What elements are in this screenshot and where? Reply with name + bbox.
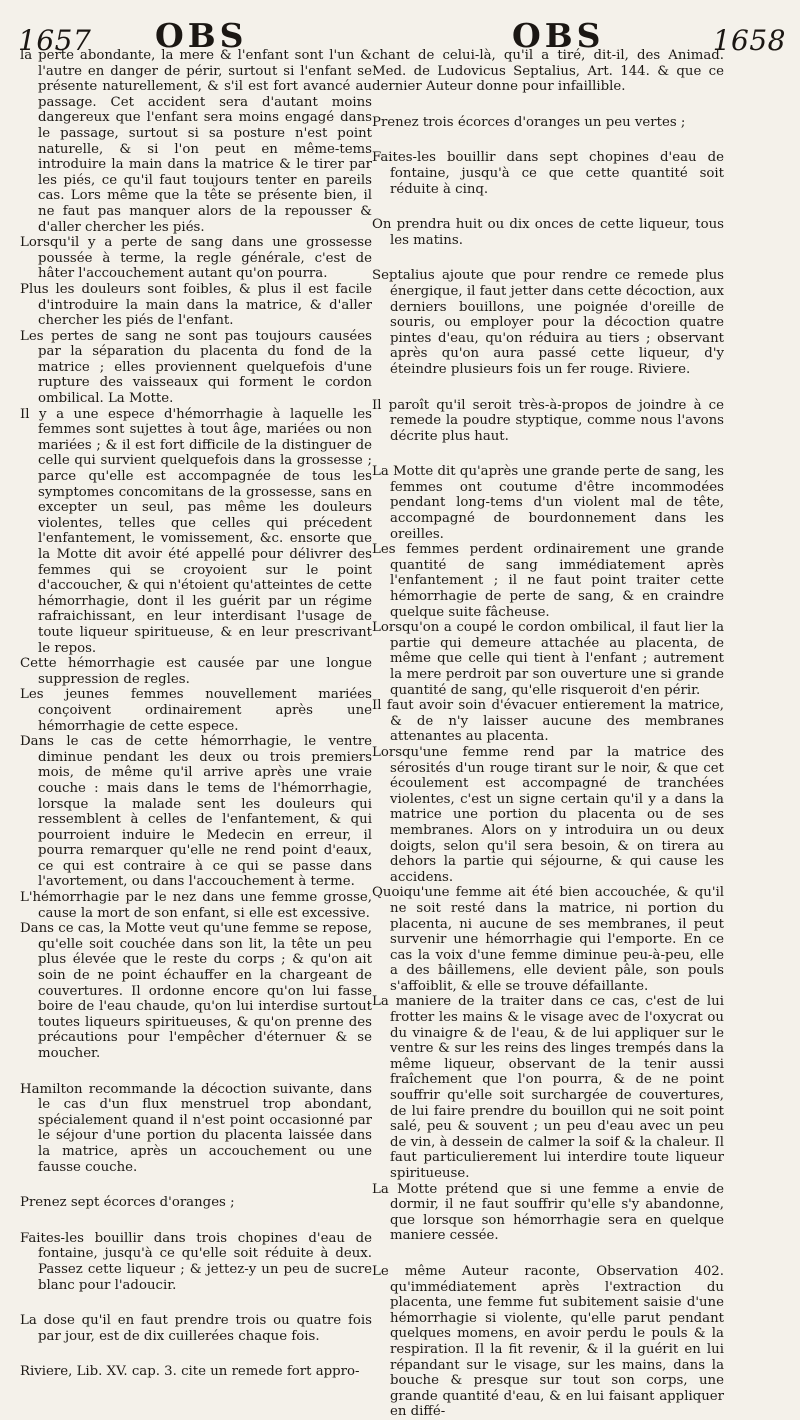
page-header [0,10,800,57]
paragraph: On prendra huit ou dix onces de cette liqueur, tous les matins. [372,217,724,248]
paragraph: la perte abondante, la mere & l'enfant sont l'un & l'autre en danger de périr, surtout si l'enfant se présente naturellement, & s'il est fort avancé au passage. Cet accident sera d'autant moins dangereux que l'enfant sera moins engagé dans le passage, surtout si sa posture n'est point naturelle, & si l'on peut en même-tems introduire la main dans la matrice & le tirer par les piés, ce qu'il faut toujours tenter en pareils cas. Lors même que la tête se présente bien, il ne faut pas manquer alors de la repousser & d'aller chercher les piés. [20,48,372,235]
paragraph: Faites-les bouillir dans trois chopines d'eau de fontaine, jusqu'à ce qu'elle soit réduite à deux. Passez cette liqueur ; & jettez-y un peu de sucre blanc pour l'adoucir. [20,1230,372,1293]
right-column [372,48,724,1420]
paragraph: L'hémorrhagie par le nez dans une femme grosse, cause la mort de son enfant, si elle est excessive. [20,890,372,921]
paragraph: Lorsqu'il y a perte de sang dans une grossesse poussée à terme, la regle générale, c'est de hâter l'accouchement autant qu'on pourra. [20,235,372,282]
paragraph: La Motte prétend que si une femme a envie de dormir, il ne faut souffrir qu'elle s'y abandonne, que lorsque son hémorrhagie sera en quelque maniere cessée. [372,1181,724,1244]
paragraph: Lorsqu'une femme rend par la matrice des sérosités d'un rouge tirant sur le noir, & que cet écoulement est accompagné de tranchées violentes, c'est un signe certain qu'il y a dans la matrice une portion du placenta ou de ses membranes. Alors on y introduira un ou deux doigts, selon qu'il sera besoin, & on tirera au dehors la partie qui séjourne, & qui cause les accidens. [372,744,724,885]
paragraph: Dans le cas de cette hémorrhagie, le ventre diminue pendant les deux ou trois premiers mois, de même qu'il arrive après une vraie couche : mais dans le tems de l'hémorrhagie, lorsque la malade sent les douleurs qui ressemblent à celles de l'enfantement, & qui pourroient induire le Medecin en erreur, il pourra remarquer qu'elle ne rend point d'eaux, ce qui est contraire à ce qui se passe dans l'avortement, ou dans l'accouchement à terme. [20,734,372,890]
paragraph: Quoiqu'une femme ait été bien accouchée, & qu'il ne soit resté dans la matrice, ni portion du placenta, ni aucune de ses membranes, il peut survenir une hémorrhagie qui l'emporte. En ce cas la voix d'une femme diminue peu-à-peu, elle a des bâillemens, elle devient pâle, son pouls s'affoiblit, & elle se trouve défaillante. [372,885,724,994]
paragraph: Riviere, Lib. XV. cap. 3. cite un remede fort appro- [20,1364,360,1380]
paragraph: Les femmes perdent ordinairement une grande quantité de sang immédiatement après l'enfantement ; il ne faut point traiter cette hémorrhagie de perte de sang, & en craindre quelque suite fâcheuse. [372,542,724,620]
paragraph: La maniere de la traiter dans ce cas, c'est de lui frotter les mains & le visage avec de l'oxycrat ou du vinaigre & de l'eau, & de lui appliquer sur le ventre & sur les reins des linges trempés dans la même liqueur, observant de la tenir aussi fraîchement que l'on pourra, & de ne point souffrir qu'elle soit surchargée de couvertures, de lui faire prendre du bouillon qui ne soit point salé, peu & souvent ; un peu d'eau avec un peu de vin, à dessein de calmer la soif & la chaleur. Il faut particulierement lui interdire toute liqueur spiritueuse. [372,994,724,1181]
left-running-title: OBS [155,16,248,55]
paragraph: Le même Auteur raconte, Observation 402. qu'immédiatement après l'extraction du placenta, une femme fut subitement saisie d'une hémorrhagie si violente, qu'elle parut pendant quelques momens, en avoir perdu le pouls & la respiration. Il la fit revenir, & il la guérit en lui répandant sur le visage, sur les mains, dans la bouche & presque sur tout son corps, une grande quantité d'eau, & en lui faisant appliquer en diffé- [372,1263,724,1420]
left-column [20,48,372,1380]
paragraph: Plus les douleurs sont foibles, & plus il est facile d'introduire la main dans la matrice, & d'aller chercher les piés de l'enfant. [20,281,372,329]
right-running-title: OBS [512,16,605,55]
recipe-line: Prenez sept écorces d'oranges ; [20,1195,235,1211]
paragraph: chant de celui-là, qu'il a tiré, dit-il, des Animad. Med. de Ludovicus Septalius, Art. 144. & que ce dernier Auteur donne pour infaillible. [372,48,724,95]
paragraph: Faites-les bouillir dans sept chopines d'eau de fontaine, jusqu'à ce que cette quantité soit réduite à cinq. [372,150,724,197]
paragraph: La dose qu'il en faut prendre trois ou quatre fois par jour, est de dix cuillerées chaque fois. [20,1313,372,1344]
right-page-number: 1658 [712,24,786,57]
paragraph: Lorsqu'on a coupé le cordon ombilical, il faut lier la partie qui demeure attachée au placenta, de même que celle qui tient à l'enfant ; autrement la mere perdroit par son ouverture une si grande quantité de sang, qu'elle risqueroit d'en périr. [372,620,724,698]
paragraph: Cette hémorrhagie est causée par une longue suppression de regles. [20,656,372,687]
paragraph: Il paroît qu'il seroit très-à-propos de joindre à ce remede la poudre styptique, comme nous l'avons décrite plus haut. [372,397,724,444]
recipe-line: Prenez trois écorces d'oranges un peu vertes ; [372,114,686,130]
paragraph: Il faut avoir soin d'évacuer entierement la matrice, & de n'y laisser aucune des membranes attenantes au placenta. [372,698,724,745]
paragraph: Hamilton recommande la décoction suivante, dans le cas d'un flux menstruel trop abondant, spécialement quand il n'est point occasionné par le séjour d'une portion du placenta laissée dans la matrice, après un accouchement ou une fausse couche. [20,1081,372,1175]
paragraph: Septalius ajoute que pour rendre ce remede plus énergique, il faut jetter dans cette décoction, aux derniers bouillons, une poignée d'oreille de souris, ou employer pour la décoction quatre pintes d'eau, qu'on réduira au tiers ; observant après qu'on aura passé cette liqueur, d'y éteindre plusieurs fois un fer rouge. Riviere. [372,268,724,377]
paragraph: Dans ce cas, la Motte veut qu'une femme se repose, qu'elle soit couchée dans son lit, la tête un peu plus élevée que le reste du corps ; & qu'on ait soin de ne point échauffer en la chargeant de couvertures. Il ordonne encore qu'on lui fasse boire de l'eau chaude, qu'on lui interdise surtout toutes liqueurs spiritueuses, & qu'on prenne des précautions pour l'empêcher d'éternuer & se moucher. [20,921,372,1061]
paragraph: Les pertes de sang ne sont pas toujours causées par la séparation du placenta du fond de la matrice ; elles proviennent quelquefois d'une rupture des vaisseaux qui forment le cordon ombilical. La Motte. [20,328,372,407]
paragraph: La Motte dit qu'après une grande perte de sang, les femmes ont coutume d'être incommodées pendant long-tems d'un violent mal de tête, accompagné de bourdonnement dans les oreilles. [372,464,724,542]
paragraph: Il y a une espece d'hémorrhagie à laquelle les femmes sont sujettes à tout âge, mariées ou non mariées ; & il est fort difficile de la distinguer de celle qui survient quelquefois dans la grossesse ; parce qu'elle est accompagnée de tous les symptomes concomitans de la grossesse, sans en excepter un seul, pas même les douleurs violentes, telles que celles qui précedent l'enfantement, le vomissement, &c. ensorte que la Motte dit avoir été appellé pour délivrer des femmes qui se croyoient sur le point d'accoucher, & qui n'étoient qu'atteintes de cette hémorrhagie, dont il les guérit par un régime rafraichissant, en leur interdisant l'usage de toute liqueur spiritueuse, & en leur prescrivant le repos. [20,406,372,656]
left-page-number: 1657 [18,24,92,57]
paragraph: Les jeunes femmes nouvellement mariées conçoivent ordinairement après une hémorrhagie de cette espece. [20,687,372,734]
